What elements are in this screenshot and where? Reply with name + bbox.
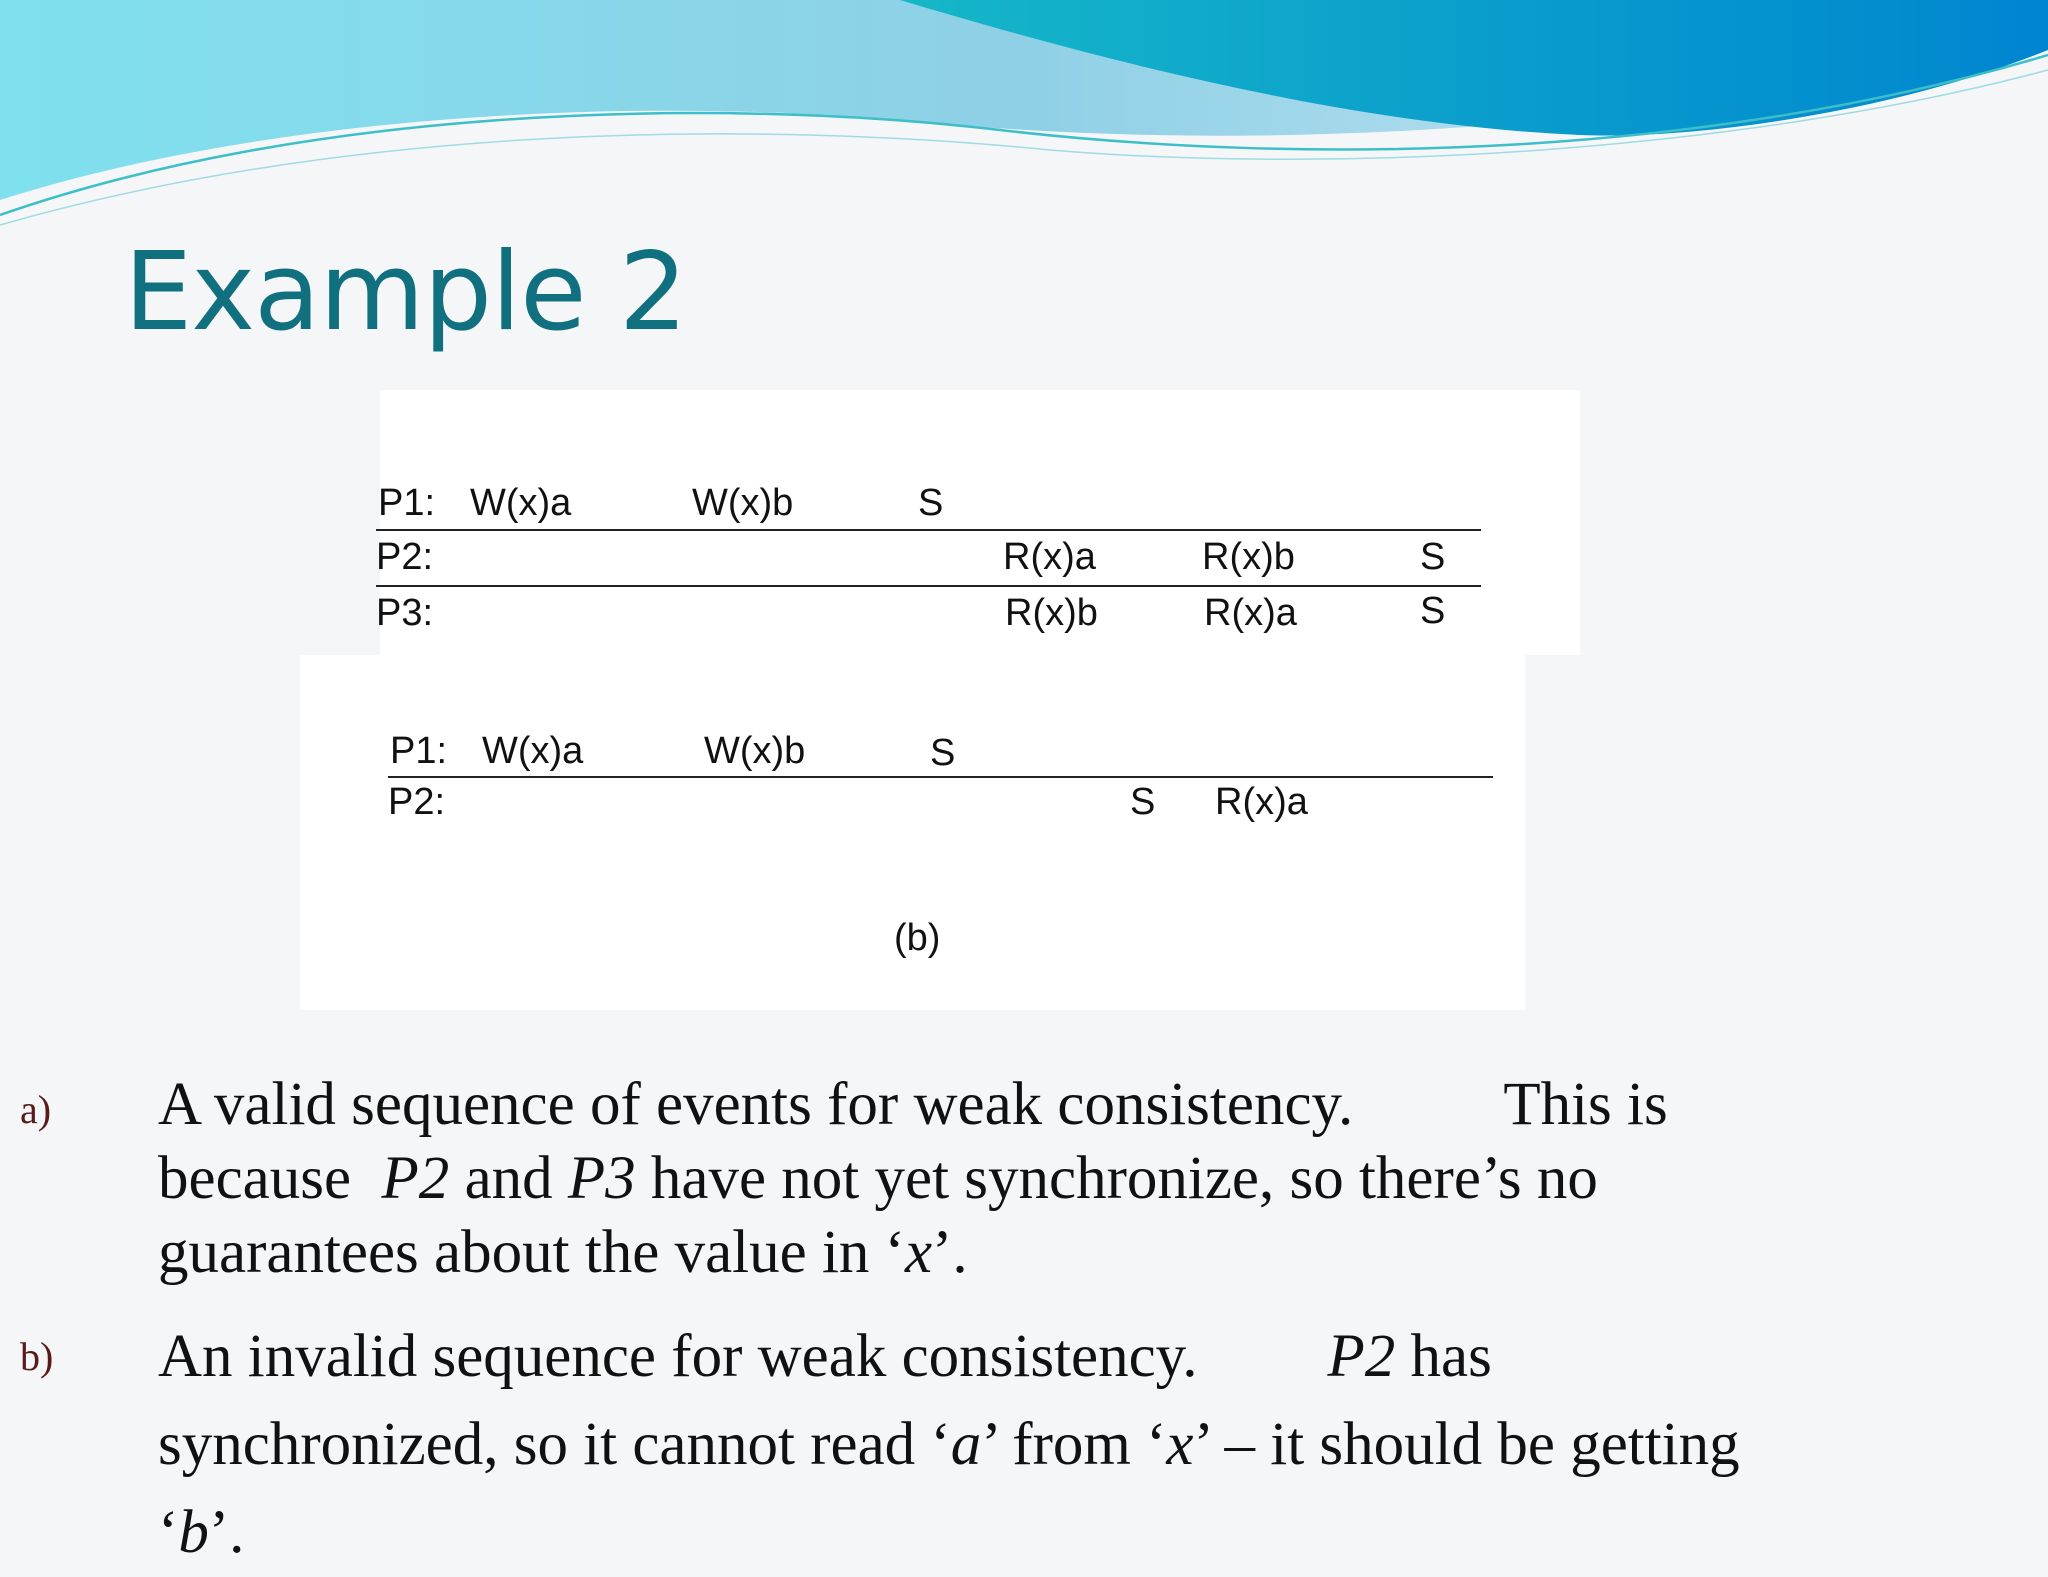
bullet-b-segment: ’ from ‘ bbox=[981, 1411, 1167, 1478]
bullet-a-line bbox=[158, 1216, 2018, 1290]
bullet-a-segment: This is bbox=[1503, 1071, 1668, 1138]
bullet-b-italic: x bbox=[1166, 1411, 1194, 1478]
figure-caption: (b) bbox=[894, 917, 941, 959]
diagram-a-p1-label: P1: bbox=[378, 482, 436, 524]
bullet-b-line bbox=[158, 1313, 2018, 1401]
bullet-a-line bbox=[158, 1068, 2018, 1142]
bullet-marker: a) bbox=[20, 1087, 52, 1132]
bullet-a-line bbox=[158, 1142, 2018, 1216]
slide-title: Example 2 bbox=[124, 230, 687, 355]
diagram-b-p1-event: W(x)a bbox=[482, 730, 584, 772]
bullet-marker: b) bbox=[20, 1334, 54, 1379]
diagram-a-p1-event: W(x)b bbox=[692, 482, 794, 524]
diagram-a-p1-event: W(x)a bbox=[470, 482, 572, 524]
bullet-b-italic: b bbox=[178, 1499, 209, 1566]
diagram-b-p1-event: W(x)b bbox=[704, 730, 806, 772]
bullet-b-segment: has bbox=[1410, 1323, 1492, 1390]
bullet-b-segment: synchronized, so it cannot read ‘ bbox=[158, 1411, 951, 1478]
bullet-b-italic: a bbox=[950, 1411, 982, 1478]
bullet-a-italic: x bbox=[904, 1219, 933, 1286]
diagram-a-divider bbox=[376, 585, 1481, 587]
diagram-a-p2-event: S bbox=[1420, 536, 1446, 578]
diagram-b-p2-event: R(x)a bbox=[1215, 781, 1308, 823]
diagram-a-p3-event: R(x)a bbox=[1204, 592, 1297, 634]
bullet-a-segment: ’. bbox=[932, 1219, 968, 1286]
diagram-a-divider bbox=[376, 529, 1481, 531]
diagram-b-divider bbox=[388, 776, 1493, 778]
bullet-a-segment: guarantees about the value in ‘ bbox=[158, 1219, 905, 1286]
diagram-b-p2-label: P2: bbox=[388, 781, 446, 823]
bullet-a-segment: because bbox=[158, 1145, 352, 1212]
bullet-a-segment: and bbox=[464, 1145, 553, 1212]
diagram-a-p2-event: R(x)a bbox=[1003, 536, 1096, 578]
bullet-b-text bbox=[158, 1313, 2018, 1577]
bullet-b-segment: ‘ bbox=[158, 1499, 179, 1566]
header-wave-decoration bbox=[0, 0, 2048, 240]
diagram-b-p2-event: S bbox=[1130, 781, 1156, 823]
diagram-a-p3-event: R(x)b bbox=[1005, 592, 1098, 634]
diagram-b-p1-event: S bbox=[930, 732, 956, 774]
bullet-a-italic: P3 bbox=[567, 1145, 636, 1212]
bullet-a-italic: P2 bbox=[381, 1145, 450, 1212]
diagram-a-p2-event: R(x)b bbox=[1202, 536, 1295, 578]
diagram-a-p2-label: P2: bbox=[376, 536, 434, 578]
bullet-b-segment: ’ – it should be getting bbox=[1193, 1411, 1740, 1478]
bullet-b-italic: P2 bbox=[1327, 1323, 1396, 1390]
bullet-b-line bbox=[158, 1401, 2018, 1489]
bullet-a-text bbox=[158, 1068, 2018, 1290]
diagram-a-p3-event: S bbox=[1420, 590, 1446, 632]
bullet-a-segment: A valid sequence of events for weak consistency. bbox=[158, 1071, 1354, 1138]
diagram-a-p1-event: S bbox=[918, 482, 944, 524]
diagram-a-p3-label: P3: bbox=[376, 592, 434, 634]
bullet-b-segment: ’. bbox=[208, 1499, 245, 1566]
bullet-b-segment: An invalid sequence for weak consistency. bbox=[158, 1323, 1198, 1390]
diagram-b-p1-label: P1: bbox=[390, 730, 448, 772]
bullet-b-line bbox=[158, 1489, 2018, 1577]
bullet-a-segment: have not yet synchronize, so there’s no bbox=[650, 1145, 1598, 1212]
